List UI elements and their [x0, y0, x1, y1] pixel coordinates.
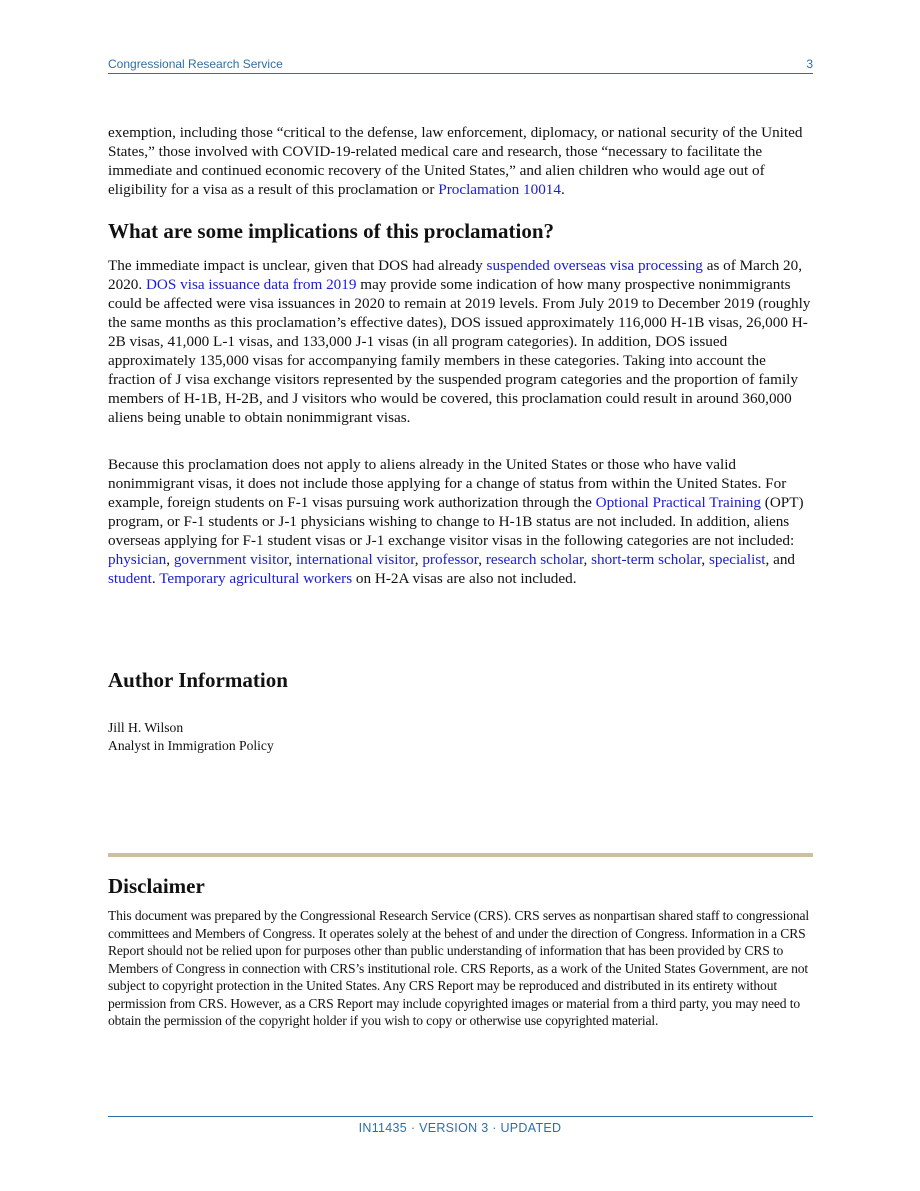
link-research-scholar[interactable]: research scholar	[485, 551, 584, 568]
author-details	[108, 719, 814, 754]
p1-text-c: may provide some indication of how many prospective nonimmigrants could be affected were visa issuances in 2020 to remain at 2019 levels. From July 2019 to December 2019 (roughly the same months as this proclamation’s effective dates), DOS issued approximately 116,000 H-1B visas, 26,000 H-2B visas, 41,000 L-1 visas, and 133,000 J-1 visas (in all program categories). In addition, DOS issued approximately 135,000 visas for accompanying family members in these categories. Taking into account the fraction of J visa exchange visitors represented by the suspended program categories and the proportion of family members of H-1B, H-2B, and J visitors who would be covered, this proclamation could result in around 360,000 aliens being unable to obtain nonimmigrant visas.	[108, 276, 811, 426]
author-heading: Author Information	[108, 668, 288, 692]
link-government-visitor[interactable]: government visitor	[173, 551, 289, 568]
disclaimer-section	[108, 873, 814, 899]
header-org: Congressional Research Service	[108, 57, 283, 71]
separator: ,	[478, 551, 486, 568]
separator: .	[151, 570, 160, 587]
author-name: Jill H. Wilson	[108, 720, 184, 735]
link-specialist[interactable]: specialist	[708, 551, 766, 568]
footer-rule	[108, 1116, 813, 1117]
separator: ,	[583, 551, 592, 568]
separator: , and	[765, 551, 796, 568]
link-dos-visa-data[interactable]: DOS visa issuance data from 2019	[145, 276, 357, 293]
implications-heading: What are some implications of this proclamation?	[108, 219, 555, 243]
intro-text: exemption, including those “critical to the defense, law enforcement, diplomacy, or national security of the United States,” those involved with COVID-19-related medical care and research, those “necessary to facilitate the immediate and continued economic recovery of the United States,” and alien children who would age out of eligibility for a visa as a result of this proclamation or	[108, 124, 803, 198]
disclaimer-heading: Disclaimer	[108, 874, 205, 898]
link-temporary-agricultural-workers[interactable]: Temporary agricultural workers	[159, 570, 353, 587]
separator: ,	[701, 551, 709, 568]
separator: ,	[414, 551, 423, 568]
section-divider	[108, 853, 813, 857]
implications-paragraph-2	[108, 455, 814, 588]
p2-text-c: on H-2A visas are also not included.	[352, 570, 577, 587]
link-proclamation-10014[interactable]: Proclamation 10014	[438, 181, 561, 198]
link-suspended-visa-processing[interactable]: suspended overseas visa processing	[486, 257, 703, 274]
disclaimer-paragraph	[108, 907, 814, 1030]
link-physician[interactable]: physician	[108, 551, 167, 568]
link-international-visitor[interactable]: international visitor	[295, 551, 415, 568]
page-header	[108, 57, 813, 74]
implications-paragraph-1	[108, 256, 814, 427]
intro-end: .	[561, 181, 565, 198]
disclaimer-text: This document was prepared by the Congressional Research Service (CRS). CRS serves as nonpartisan shared staff to congressional committees and Members of Congress. It operates solely at the behest of and under the direction of Congress. Information in a CRS Report should not be relied upon for purposes other than public understanding of information that has been provided by CRS to Members of Congress in connection with CRS’s institutional role. CRS Reports, as a work of the United States Government, are not subject to copyright protection in the United States. Any CRS Report may be reproduced and distributed in its entirety without permission from CRS. However, as a CRS Report may include copyrighted images or material from a third party, you may need to obtain the permission of the copyright holder if you wish to copy or otherwise use copyrighted material.	[108, 908, 810, 1028]
p1-text-b: as of March 20, 2020.	[108, 257, 803, 293]
intro-paragraph	[108, 123, 814, 199]
separator: ,	[166, 551, 174, 568]
link-short-term-scholar[interactable]: short-term scholar	[591, 551, 702, 568]
page-number: 3	[806, 57, 813, 71]
p1-text-a: The immediate impact is unclear, given that DOS had already	[108, 257, 487, 274]
p2-text-b: (OPT) program, or F-1 students or J-1 physicians wishing to change to H-1B status are not included. In addition, aliens overseas applying for F-1 student visas or J-1 exchange visitor visas in the following categories are not included:	[108, 494, 804, 549]
separator: ,	[288, 551, 296, 568]
author-section	[108, 667, 814, 693]
link-student[interactable]: student	[108, 570, 152, 587]
link-professor[interactable]: professor	[422, 551, 479, 568]
implications-section	[108, 218, 814, 244]
author-title: Analyst in Immigration Policy	[108, 737, 274, 753]
link-optional-practical-training[interactable]: Optional Practical Training	[595, 494, 761, 511]
footer-version: IN11435 · VERSION 3 · UPDATED	[358, 1121, 562, 1135]
p2-text-a: Because this proclamation does not apply to aliens already in the United States or those who have valid nonimmigrant visas, it does not include those applying for a change of status from within the United States. For example, foreign students on F-1 visas pursuing work authorization through the	[108, 456, 787, 511]
